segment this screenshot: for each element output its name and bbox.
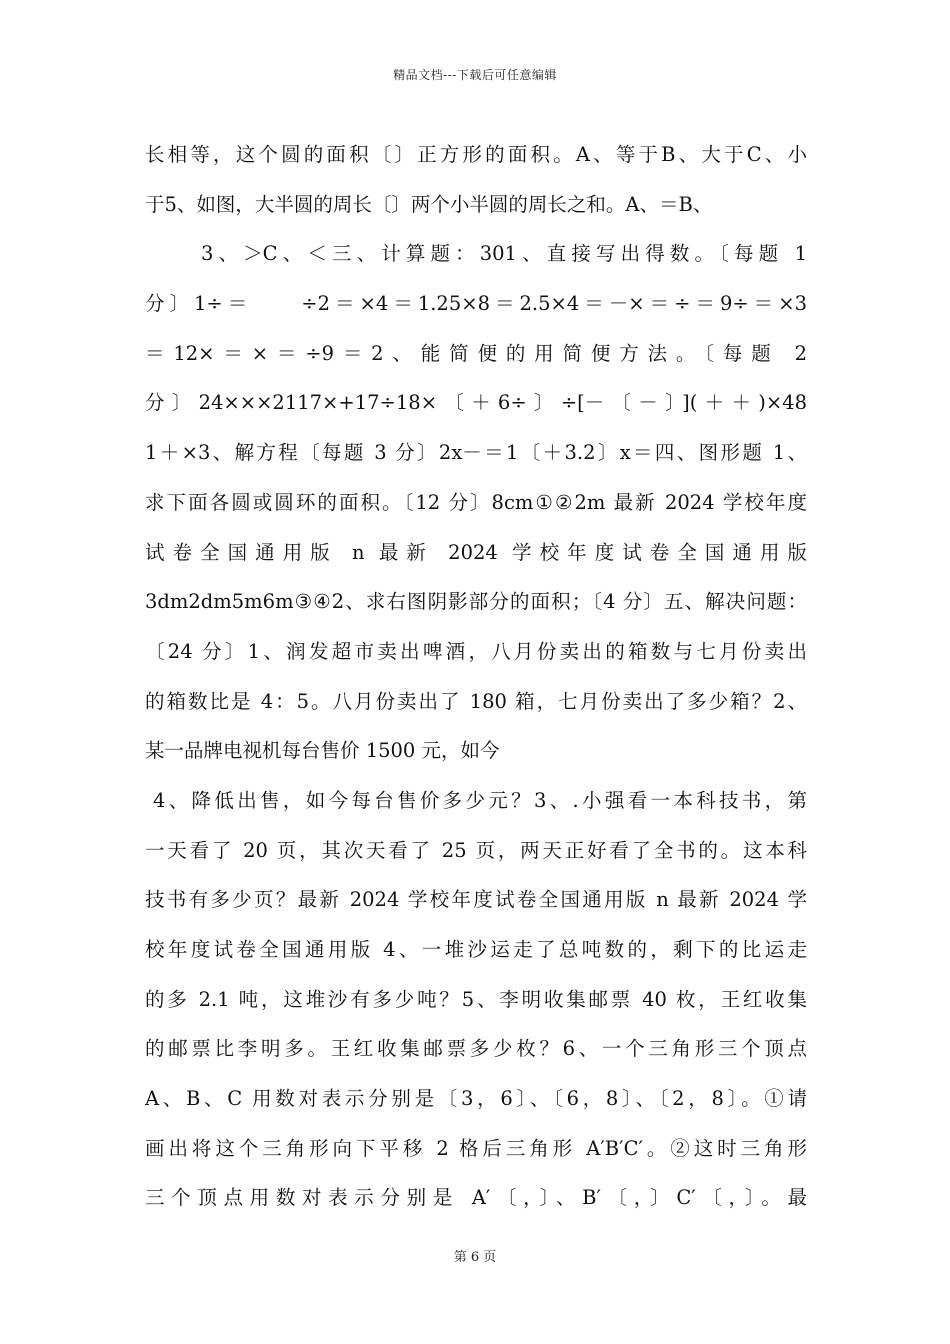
text-line: 3、＞C、＜三、计算题：301、直接写出得数。〔每题 1 (201, 242, 807, 266)
text-line: 的箱数比是 4：5。八月份卖出了 180 箱，七月份卖出了多少箱？2、 (145, 689, 807, 713)
text-line: 技书有多少页？最新 2024 学校年度试卷全国通用版 n 最新 2024 学 (145, 888, 807, 912)
page-number: 第 6 页 (453, 1250, 497, 1265)
text-line: 求下面各圆或圆环的面积。〔12 分〕8cm①②2m 最新 2024 学校年度 (145, 490, 807, 514)
text-line: 三个顶点用数对表示分别是 A′〔，〕、B′〔，〕C′〔，〕。最 (145, 1186, 807, 1210)
text-line: 某一品牌电视机每台售价 1500 元，如今 (145, 739, 500, 763)
text-line: 的多 2.1 吨，这堆沙有多少吨？5、李明收集邮票 40 枚，王红收集 (145, 987, 807, 1011)
text-line: 4、降低出售，如今每台售价多少元？3、.小强看一本科技书，第 (153, 788, 807, 812)
document-body (145, 130, 807, 1223)
text-line: ＝12×＝×＝÷9＝2、能简便的用简便方法。〔每题 2 (145, 341, 807, 365)
text-line: 分〕1÷＝ ÷2＝×4＝1.25×8＝2.5×4＝－×＝÷＝9÷＝×3 (145, 292, 807, 316)
text-line: 的邮票比李明多。王红收集邮票多少枚？6、一个三角形三个顶点 (145, 1037, 807, 1061)
text-line: 1＋×3、解方程〔每题 3 分〕2x－＝1〔＋3.2〕x＝四、图形题 1、 (145, 441, 807, 465)
text-line: 长相等，这个圆的面积〔〕正方形的面积。A、等于B、大于C、小 (145, 143, 807, 166)
page-header: 精品文档---下载后可任意编辑 (393, 68, 557, 82)
text-line: 一天看了 20 页，其次天看了 25 页，两天正好看了全书的。这本科 (145, 838, 807, 862)
text-line: 于5、如图，大半圆的周长〔〕两个小半圆的周长之和。A、＝B、 (145, 192, 713, 216)
text-line: A、B、C 用数对表示分别是〔3，6〕、〔6，8〕、〔2，8〕。①请 (145, 1087, 807, 1111)
text-line: 3dm2dm5m6m③④2、求右图阴影部分的面积；〔4 分〕五、解决问题： (145, 590, 807, 614)
text-line: 分〕24×××2117×+17÷18×〔＋6÷〕÷[－〔－〕](＋＋)×48 (145, 391, 807, 415)
text-line: 校年度试卷全国通用版 4、一堆沙运走了总吨数的，剩下的比运走 (145, 938, 807, 961)
text-line: 试卷全国通用版 n 最新 2024 学校年度试卷全国通用版 (145, 540, 807, 564)
text-line: 画出将这个三角形向下平移 2 格后三角形 A′B′C′。②这时三角形 (145, 1136, 807, 1160)
text-line: 〔24 分〕1、润发超市卖出啤酒，八月份卖出的箱数与七月份卖出 (145, 639, 807, 663)
